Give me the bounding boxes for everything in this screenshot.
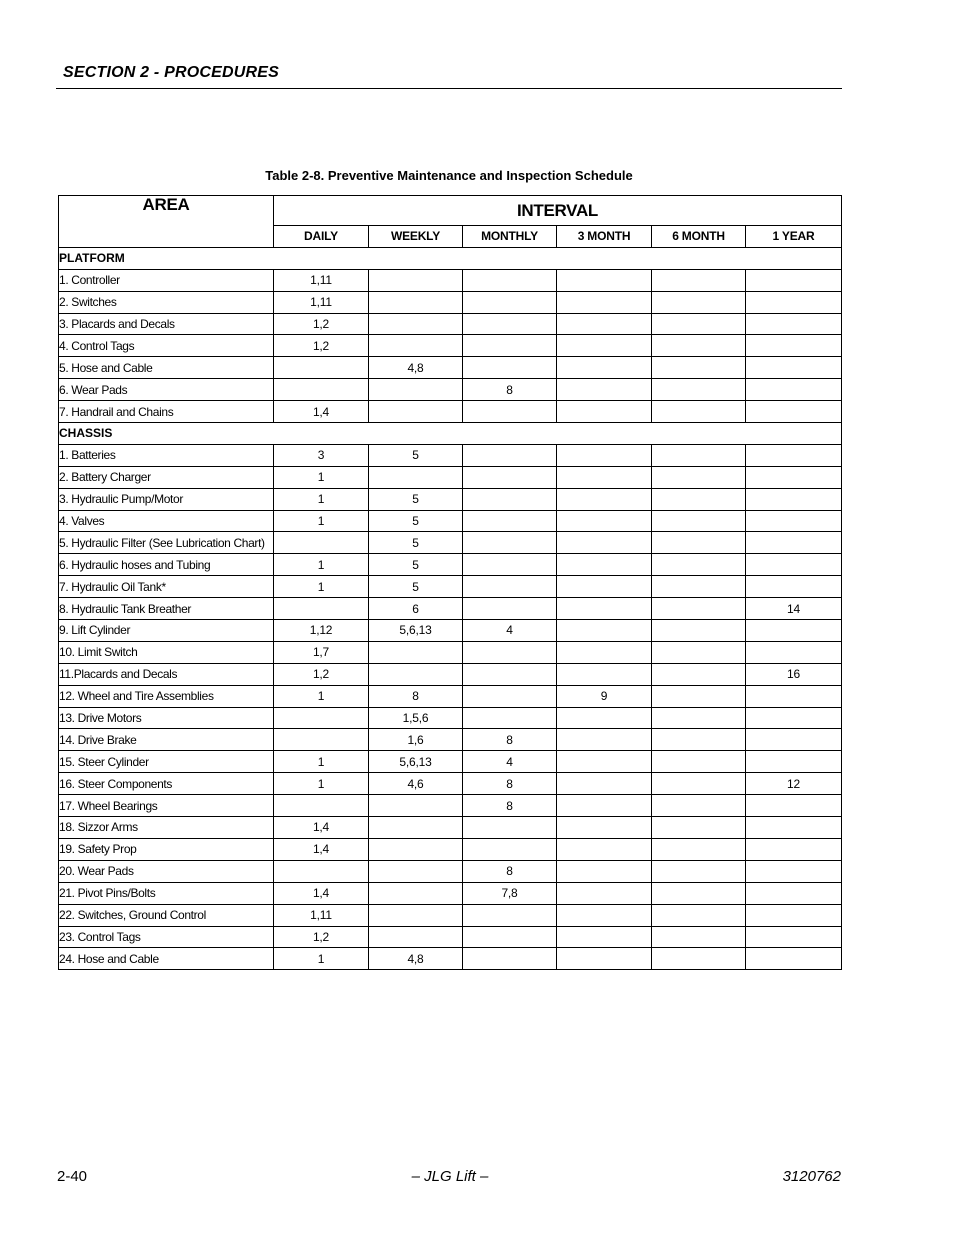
- interval-cell: [369, 335, 463, 357]
- interval-cell: [557, 269, 652, 291]
- table-row: [59, 444, 842, 466]
- table-row: [59, 620, 842, 642]
- column-header: MONTHLY: [463, 226, 557, 248]
- item-cell: 1. Controller: [59, 269, 274, 291]
- interval-cell: [652, 510, 746, 532]
- group-row: [59, 423, 842, 445]
- interval-cell: [746, 904, 842, 926]
- interval-cell: [746, 313, 842, 335]
- interval-cell: [369, 860, 463, 882]
- interval-cell: 1,12: [274, 620, 369, 642]
- column-header: 1 YEAR: [746, 226, 842, 248]
- item-cell: 3. Hydraulic Pump/Motor: [59, 488, 274, 510]
- interval-cell: [369, 817, 463, 839]
- item-cell: 12. Wheel and Tire Assemblies: [59, 685, 274, 707]
- interval-cell: 1,5,6: [369, 707, 463, 729]
- interval-cell: [652, 466, 746, 488]
- interval-cell: 1,11: [274, 269, 369, 291]
- interval-header: [274, 196, 842, 226]
- table-title: Table 2-8. Preventive Maintenance and Inspection Schedule: [265, 168, 633, 183]
- interval-cell: 1,2: [274, 335, 369, 357]
- interval-cell: [369, 269, 463, 291]
- table-row: [59, 313, 842, 335]
- interval-cell: [746, 466, 842, 488]
- interval-cell: 5,6,13: [369, 620, 463, 642]
- interval-cell: [274, 357, 369, 379]
- item-cell: 2. Switches: [59, 291, 274, 313]
- interval-cell: [652, 904, 746, 926]
- interval-cell: 8: [463, 379, 557, 401]
- interval-cell: [557, 641, 652, 663]
- interval-cell: 1: [274, 773, 369, 795]
- interval-cell: [463, 576, 557, 598]
- interval-cell: [557, 707, 652, 729]
- table-row: [59, 948, 842, 970]
- interval-cell: [557, 313, 652, 335]
- interval-cell: 1: [274, 554, 369, 576]
- interval-cell: [652, 641, 746, 663]
- interval-cell: [369, 663, 463, 685]
- table-row: [59, 269, 842, 291]
- interval-cell: [746, 554, 842, 576]
- interval-cell: [746, 882, 842, 904]
- interval-cell: [652, 576, 746, 598]
- interval-cell: [746, 444, 842, 466]
- interval-cell: [652, 882, 746, 904]
- interval-cell: [463, 904, 557, 926]
- interval-cell: 5: [369, 576, 463, 598]
- table-row: [59, 685, 842, 707]
- item-cell: 23. Control Tags: [59, 926, 274, 948]
- interval-cell: [557, 510, 652, 532]
- interval-cell: [746, 641, 842, 663]
- interval-cell: [369, 926, 463, 948]
- interval-cell: 1: [274, 685, 369, 707]
- interval-cell: [652, 729, 746, 751]
- table-row: [59, 357, 842, 379]
- item-cell: 18. Sizzor Arms: [59, 817, 274, 839]
- interval-cell: 8: [463, 860, 557, 882]
- interval-cell: [652, 401, 746, 423]
- column-header: DAILY: [274, 226, 369, 248]
- interval-cell: 1,4: [274, 882, 369, 904]
- table-row: [59, 838, 842, 860]
- interval-cell: [652, 663, 746, 685]
- group-name: PLATFORM: [59, 247, 842, 269]
- interval-cell: 1,11: [274, 904, 369, 926]
- interval-cell: [652, 773, 746, 795]
- interval-cell: [557, 773, 652, 795]
- interval-cell: [652, 291, 746, 313]
- interval-cell: [746, 707, 842, 729]
- item-cell: 5. Hydraulic Filter (See Lubrication Chart): [59, 532, 274, 554]
- interval-cell: 9: [557, 685, 652, 707]
- item-cell: 21. Pivot Pins/Bolts: [59, 882, 274, 904]
- interval-cell: [652, 948, 746, 970]
- interval-cell: 8: [369, 685, 463, 707]
- interval-cell: 16: [746, 663, 842, 685]
- item-cell: 17. Wheel Bearings: [59, 795, 274, 817]
- interval-cell: 5,6,13: [369, 751, 463, 773]
- item-cell: 6. Wear Pads: [59, 379, 274, 401]
- interval-cell: [557, 444, 652, 466]
- interval-cell: [652, 795, 746, 817]
- interval-cell: [746, 488, 842, 510]
- interval-cell: [652, 860, 746, 882]
- interval-cell: [274, 532, 369, 554]
- interval-cell: [369, 313, 463, 335]
- interval-cell: [463, 357, 557, 379]
- interval-cell: [557, 904, 652, 926]
- interval-cell: [463, 335, 557, 357]
- interval-cell: 4,8: [369, 357, 463, 379]
- interval-cell: 5: [369, 510, 463, 532]
- interval-cell: 1,4: [274, 401, 369, 423]
- interval-cell: [652, 926, 746, 948]
- interval-cell: [652, 751, 746, 773]
- interval-cell: [463, 838, 557, 860]
- item-cell: 22. Switches, Ground Control: [59, 904, 274, 926]
- interval-cell: [463, 598, 557, 620]
- interval-cell: [746, 576, 842, 598]
- interval-cell: [557, 576, 652, 598]
- interval-cell: [274, 707, 369, 729]
- interval-cell: [463, 313, 557, 335]
- area-header: [59, 196, 274, 248]
- interval-cell: [463, 488, 557, 510]
- interval-cell: 5: [369, 554, 463, 576]
- section-header: SECTION 2 - PROCEDURES: [63, 64, 279, 81]
- interval-cell: 1: [274, 510, 369, 532]
- table-row: [59, 510, 842, 532]
- area-label: AREA: [142, 195, 190, 214]
- interval-cell: 1,4: [274, 838, 369, 860]
- interval-cell: 1,11: [274, 291, 369, 313]
- interval-cell: [274, 795, 369, 817]
- interval-cell: [274, 379, 369, 401]
- table-row: [59, 598, 842, 620]
- maintenance-schedule-table: [58, 195, 842, 970]
- interval-cell: [369, 641, 463, 663]
- interval-cell: [652, 685, 746, 707]
- interval-cell: [557, 379, 652, 401]
- interval-cell: [369, 466, 463, 488]
- interval-cell: [274, 860, 369, 882]
- page-number: 2-40: [57, 1168, 88, 1185]
- interval-cell: [557, 291, 652, 313]
- interval-cell: [746, 510, 842, 532]
- interval-cell: [557, 882, 652, 904]
- interval-cell: 1,6: [369, 729, 463, 751]
- interval-cell: [463, 685, 557, 707]
- interval-cell: [557, 598, 652, 620]
- interval-cell: 4,6: [369, 773, 463, 795]
- table-row: [59, 707, 842, 729]
- interval-cell: 4: [463, 620, 557, 642]
- interval-cell: [369, 904, 463, 926]
- table-row: [59, 291, 842, 313]
- interval-cell: 8: [463, 795, 557, 817]
- interval-cell: [463, 554, 557, 576]
- interval-cell: [746, 335, 842, 357]
- item-cell: 11.Placards and Decals: [59, 663, 274, 685]
- item-cell: 7. Handrail and Chains: [59, 401, 274, 423]
- table-row: [59, 554, 842, 576]
- interval-cell: [557, 357, 652, 379]
- interval-cell: [746, 357, 842, 379]
- interval-cell: [463, 948, 557, 970]
- item-cell: 1. Batteries: [59, 444, 274, 466]
- interval-cell: [557, 401, 652, 423]
- interval-cell: 7,8: [463, 882, 557, 904]
- interval-cell: 5: [369, 488, 463, 510]
- table-row: [59, 488, 842, 510]
- interval-cell: [652, 817, 746, 839]
- interval-cell: [746, 269, 842, 291]
- item-cell: 2. Battery Charger: [59, 466, 274, 488]
- interval-cell: [652, 335, 746, 357]
- interval-cell: [369, 379, 463, 401]
- item-cell: 20. Wear Pads: [59, 860, 274, 882]
- item-cell: 6. Hydraulic hoses and Tubing: [59, 554, 274, 576]
- interval-cell: 8: [463, 773, 557, 795]
- interval-cell: 14: [746, 598, 842, 620]
- interval-cell: [746, 685, 842, 707]
- interval-cell: 8: [463, 729, 557, 751]
- interval-cell: [463, 926, 557, 948]
- interval-cell: [557, 488, 652, 510]
- item-cell: 3. Placards and Decals: [59, 313, 274, 335]
- item-cell: 9. Lift Cylinder: [59, 620, 274, 642]
- interval-cell: [746, 379, 842, 401]
- interval-cell: [652, 838, 746, 860]
- item-cell: 19. Safety Prop: [59, 838, 274, 860]
- interval-cell: [369, 838, 463, 860]
- header-rule: [56, 88, 842, 89]
- interval-cell: [652, 379, 746, 401]
- item-cell: 8. Hydraulic Tank Breather: [59, 598, 274, 620]
- table-header-row: [59, 196, 842, 226]
- interval-cell: [652, 620, 746, 642]
- item-cell: 4. Control Tags: [59, 335, 274, 357]
- table-row: [59, 532, 842, 554]
- interval-cell: [746, 291, 842, 313]
- interval-cell: [274, 598, 369, 620]
- column-header: 3 MONTH: [557, 226, 652, 248]
- table-row: [59, 795, 842, 817]
- interval-cell: 1: [274, 576, 369, 598]
- interval-cell: 1: [274, 466, 369, 488]
- interval-cell: [557, 466, 652, 488]
- interval-cell: [652, 269, 746, 291]
- interval-cell: [652, 554, 746, 576]
- interval-cell: [463, 817, 557, 839]
- interval-cell: [274, 729, 369, 751]
- interval-cell: [746, 948, 842, 970]
- interval-cell: [652, 488, 746, 510]
- interval-cell: [463, 707, 557, 729]
- table-title-wrap: [0, 168, 954, 183]
- interval-cell: 4: [463, 751, 557, 773]
- interval-cell: 1: [274, 751, 369, 773]
- interval-cell: [369, 291, 463, 313]
- interval-cell: [557, 663, 652, 685]
- interval-cell: [652, 313, 746, 335]
- interval-cell: [463, 401, 557, 423]
- interval-cell: [463, 510, 557, 532]
- interval-cell: [463, 466, 557, 488]
- interval-cell: [652, 707, 746, 729]
- interval-cell: [746, 926, 842, 948]
- interval-cell: 1,2: [274, 926, 369, 948]
- interval-label: INTERVAL: [516, 200, 599, 220]
- table-row: [59, 576, 842, 598]
- item-cell: 7. Hydraulic Oil Tank*: [59, 576, 274, 598]
- table-row: [59, 817, 842, 839]
- interval-cell: [557, 795, 652, 817]
- group-name: CHASSIS: [59, 423, 842, 445]
- column-header: 6 MONTH: [652, 226, 746, 248]
- interval-cell: [746, 795, 842, 817]
- table-row: [59, 466, 842, 488]
- table-row: [59, 882, 842, 904]
- item-cell: 14. Drive Brake: [59, 729, 274, 751]
- interval-cell: [652, 444, 746, 466]
- interval-cell: [463, 291, 557, 313]
- interval-cell: [746, 401, 842, 423]
- interval-cell: [463, 444, 557, 466]
- table-row: [59, 729, 842, 751]
- interval-cell: 12: [746, 773, 842, 795]
- table-row: [59, 751, 842, 773]
- interval-cell: [746, 860, 842, 882]
- item-cell: 16. Steer Components: [59, 773, 274, 795]
- table-row: [59, 641, 842, 663]
- interval-cell: [463, 269, 557, 291]
- item-cell: 10. Limit Switch: [59, 641, 274, 663]
- table-row: [59, 904, 842, 926]
- interval-cell: [557, 554, 652, 576]
- table-row: [59, 401, 842, 423]
- interval-cell: [369, 882, 463, 904]
- interval-cell: [746, 751, 842, 773]
- footer-title: – JLG Lift –: [411, 1168, 489, 1185]
- interval-cell: [652, 598, 746, 620]
- table-row: [59, 860, 842, 882]
- interval-cell: [557, 335, 652, 357]
- interval-cell: [652, 532, 746, 554]
- interval-cell: [652, 357, 746, 379]
- interval-cell: [557, 817, 652, 839]
- interval-cell: 5: [369, 532, 463, 554]
- table-row: [59, 335, 842, 357]
- interval-cell: [746, 729, 842, 751]
- column-header: WEEKLY: [369, 226, 463, 248]
- table-body: [59, 247, 842, 969]
- item-cell: 5. Hose and Cable: [59, 357, 274, 379]
- interval-cell: 6: [369, 598, 463, 620]
- interval-cell: 5: [369, 444, 463, 466]
- interval-cell: 4,8: [369, 948, 463, 970]
- interval-cell: [369, 401, 463, 423]
- interval-cell: [557, 751, 652, 773]
- interval-cell: [746, 817, 842, 839]
- interval-cell: 1: [274, 948, 369, 970]
- interval-cell: 1,2: [274, 313, 369, 335]
- interval-cell: [557, 729, 652, 751]
- item-cell: 13. Drive Motors: [59, 707, 274, 729]
- interval-cell: [463, 641, 557, 663]
- interval-cell: 1,7: [274, 641, 369, 663]
- item-cell: 4. Valves: [59, 510, 274, 532]
- interval-cell: [369, 795, 463, 817]
- interval-cell: [746, 838, 842, 860]
- table-row: [59, 663, 842, 685]
- interval-cell: 1,2: [274, 663, 369, 685]
- interval-cell: 3: [274, 444, 369, 466]
- interval-cell: [557, 532, 652, 554]
- interval-cell: [557, 926, 652, 948]
- interval-cell: [557, 948, 652, 970]
- interval-cell: [557, 838, 652, 860]
- interval-cell: [557, 620, 652, 642]
- interval-cell: [463, 663, 557, 685]
- interval-cell: [557, 860, 652, 882]
- table-row: [59, 773, 842, 795]
- interval-cell: 1,4: [274, 817, 369, 839]
- group-row: [59, 247, 842, 269]
- item-cell: 15. Steer Cylinder: [59, 751, 274, 773]
- table-row: [59, 379, 842, 401]
- table-row: [59, 926, 842, 948]
- item-cell: 24. Hose and Cable: [59, 948, 274, 970]
- document-number: 3120762: [782, 1168, 841, 1185]
- interval-cell: 1: [274, 488, 369, 510]
- interval-cell: [463, 532, 557, 554]
- interval-cell: [746, 532, 842, 554]
- interval-cell: [746, 620, 842, 642]
